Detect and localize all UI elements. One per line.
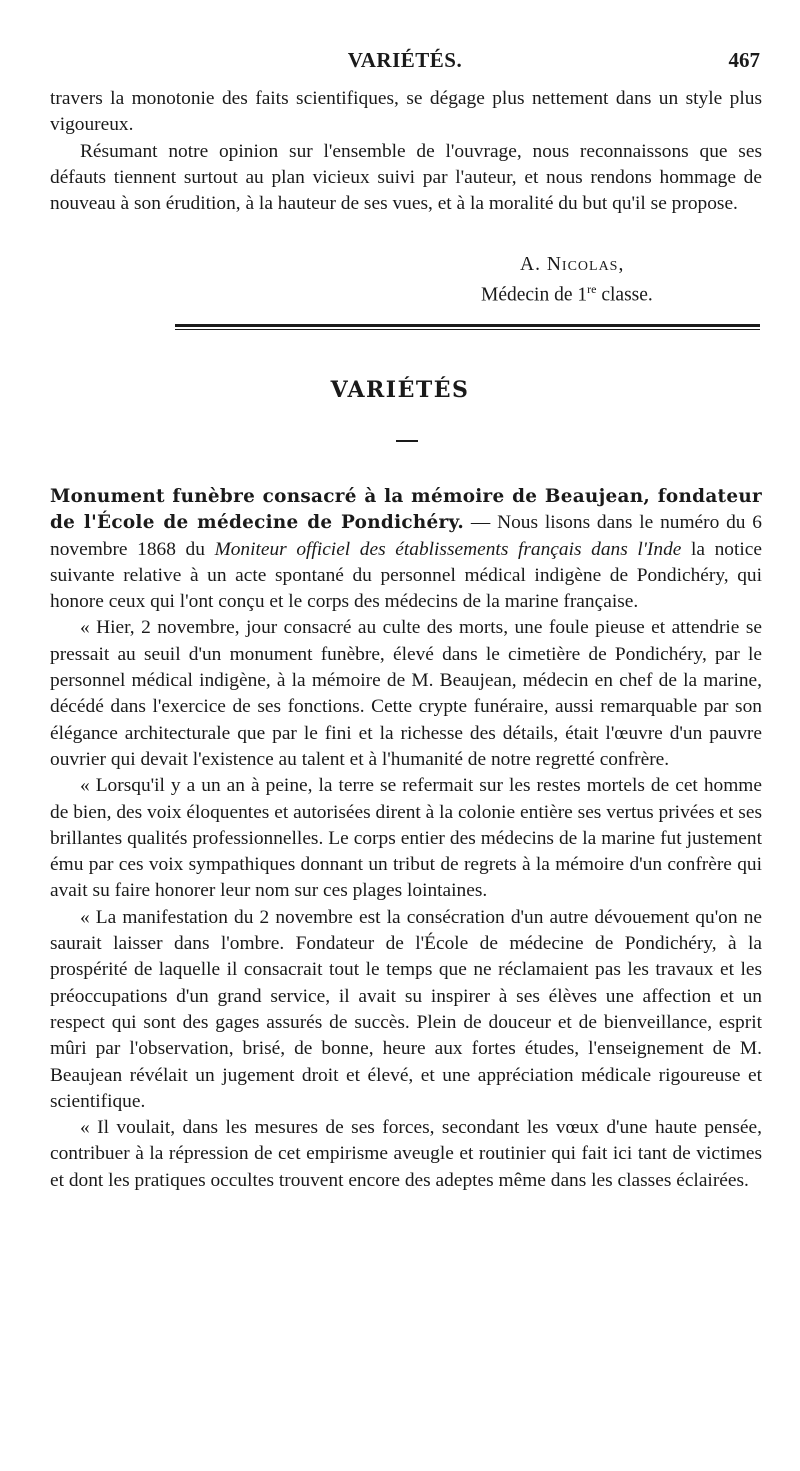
article-body bbox=[50, 484, 762, 1194]
separator-rule-thick bbox=[175, 324, 760, 327]
previous-article-text bbox=[50, 86, 762, 217]
article-intro-text-end: la notice suivante relative à un acte spontané du personnel médical indigène de Pondichéry, qui honore ceux qui l'ont conçu et le corps des médecins de la marine française. bbox=[50, 538, 762, 613]
previous-article-line: travers la monotonie des faits scientifiques, se dégage plus nettement dans un style plus vigoureux. bbox=[50, 88, 762, 136]
article-paragraph: « Il voulait, dans les mesures de ses forces, secondant les vœux d'une haute pensée, contribuer à la répression de cet empirisme aveugle et routinier qui fait ici tant de victimes et dont les pratiques occultes trouvent encore des adeptes même dans les classes éclairées. bbox=[50, 1117, 762, 1191]
separator-rule-thin bbox=[175, 329, 760, 330]
signature-rank-superscript: re bbox=[587, 282, 597, 296]
article-intro-paragraph bbox=[50, 484, 762, 615]
signature-rank-text: Médecin de 1 bbox=[481, 284, 588, 306]
journal-title: Moniteur officiel des établissements français dans l'Inde bbox=[214, 538, 682, 560]
article-paragraph: « Lorsqu'il y a un an à peine, la terre se refermait sur les restes mortels de cet homme de bien, des voix éloquentes et autorisées dirent à la colonie entière ses vertus privées et ses brillantes qualités professionnelles. Le corps entier des médecins de la marine fut justement ému par ces voix sympathiques donnant un tribut de regrets à la mémoire d'un confrère qui avait su faire honorer leur nom sur ces plages lointaines. bbox=[50, 775, 762, 902]
article-headline: Monument funèbre consacré à la mémoire de Beaujean, fondateur de l'École de médecine de Pondichéry. bbox=[50, 486, 762, 534]
article-paragraph: « La manifestation du 2 novembre est la consécration d'un autre dévouement qu'on ne saurait laisser dans l'ombre. Fondateur de l'École de médecine de Pondichéry, à la prospérité de laquelle il consacrait tout le temps que ne réclamaient pas les travaux et les préoccupations d'un grand service, il avait su inspirer à ses élèves une affection et un respect qui sont des gages assurés de succès. Plein de douceur et de bienveillance, esprit mûri par l'observation, brisé, de bonne, heure aux fortes études, l'enseignement de M. Beaujean révélait un jugement droit et élevé, et une appréciation médicale rigoureuse et scientifique. bbox=[50, 906, 762, 1112]
signature-rank bbox=[481, 282, 653, 307]
page-number: 467 bbox=[728, 48, 760, 72]
previous-article-conclusion: Résumant notre opinion sur l'ensemble de l'ouvrage, nous reconnaissons que ses défauts tiennent surtout au plan vicieux suivi par l'auteur, et nous rendons hommage de nouveau à son érudition, à la hauteur de ses vues, et à la moralité du but qu'il se propose. bbox=[50, 140, 762, 215]
running-head bbox=[50, 48, 760, 78]
article-paragraph: « Hier, 2 novembre, jour consacré au culte des morts, une foule pieuse et attendrie se pressait au seuil d'un monument funèbre, élevé dans le cimetière de Pondichéry, par le personnel médical indigène, à la mémoire de M. Beaujean, médecin en chef de la marine, décédé dans l'exercice de ses fonctions. Cette crypte funéraire, aussi remarquable par son élégance architecturale que par le fini et la richesse des détails, était l'œuvre d'un pauvre ouvrier qui devait l'existence au talent et à l'humanité de notre regretté confrère. bbox=[50, 617, 762, 770]
signature-name: A. Nicolas, bbox=[520, 254, 625, 275]
section-dash bbox=[396, 440, 418, 442]
running-title: VARIÉTÉS. bbox=[347, 48, 463, 72]
section-title: VARIÉTÉS bbox=[330, 377, 470, 403]
article-intro-text: — Nous lisons dans le numéro du 6 novembre 1868 du bbox=[50, 512, 762, 560]
signature-rank-suffix: classe. bbox=[596, 284, 653, 306]
